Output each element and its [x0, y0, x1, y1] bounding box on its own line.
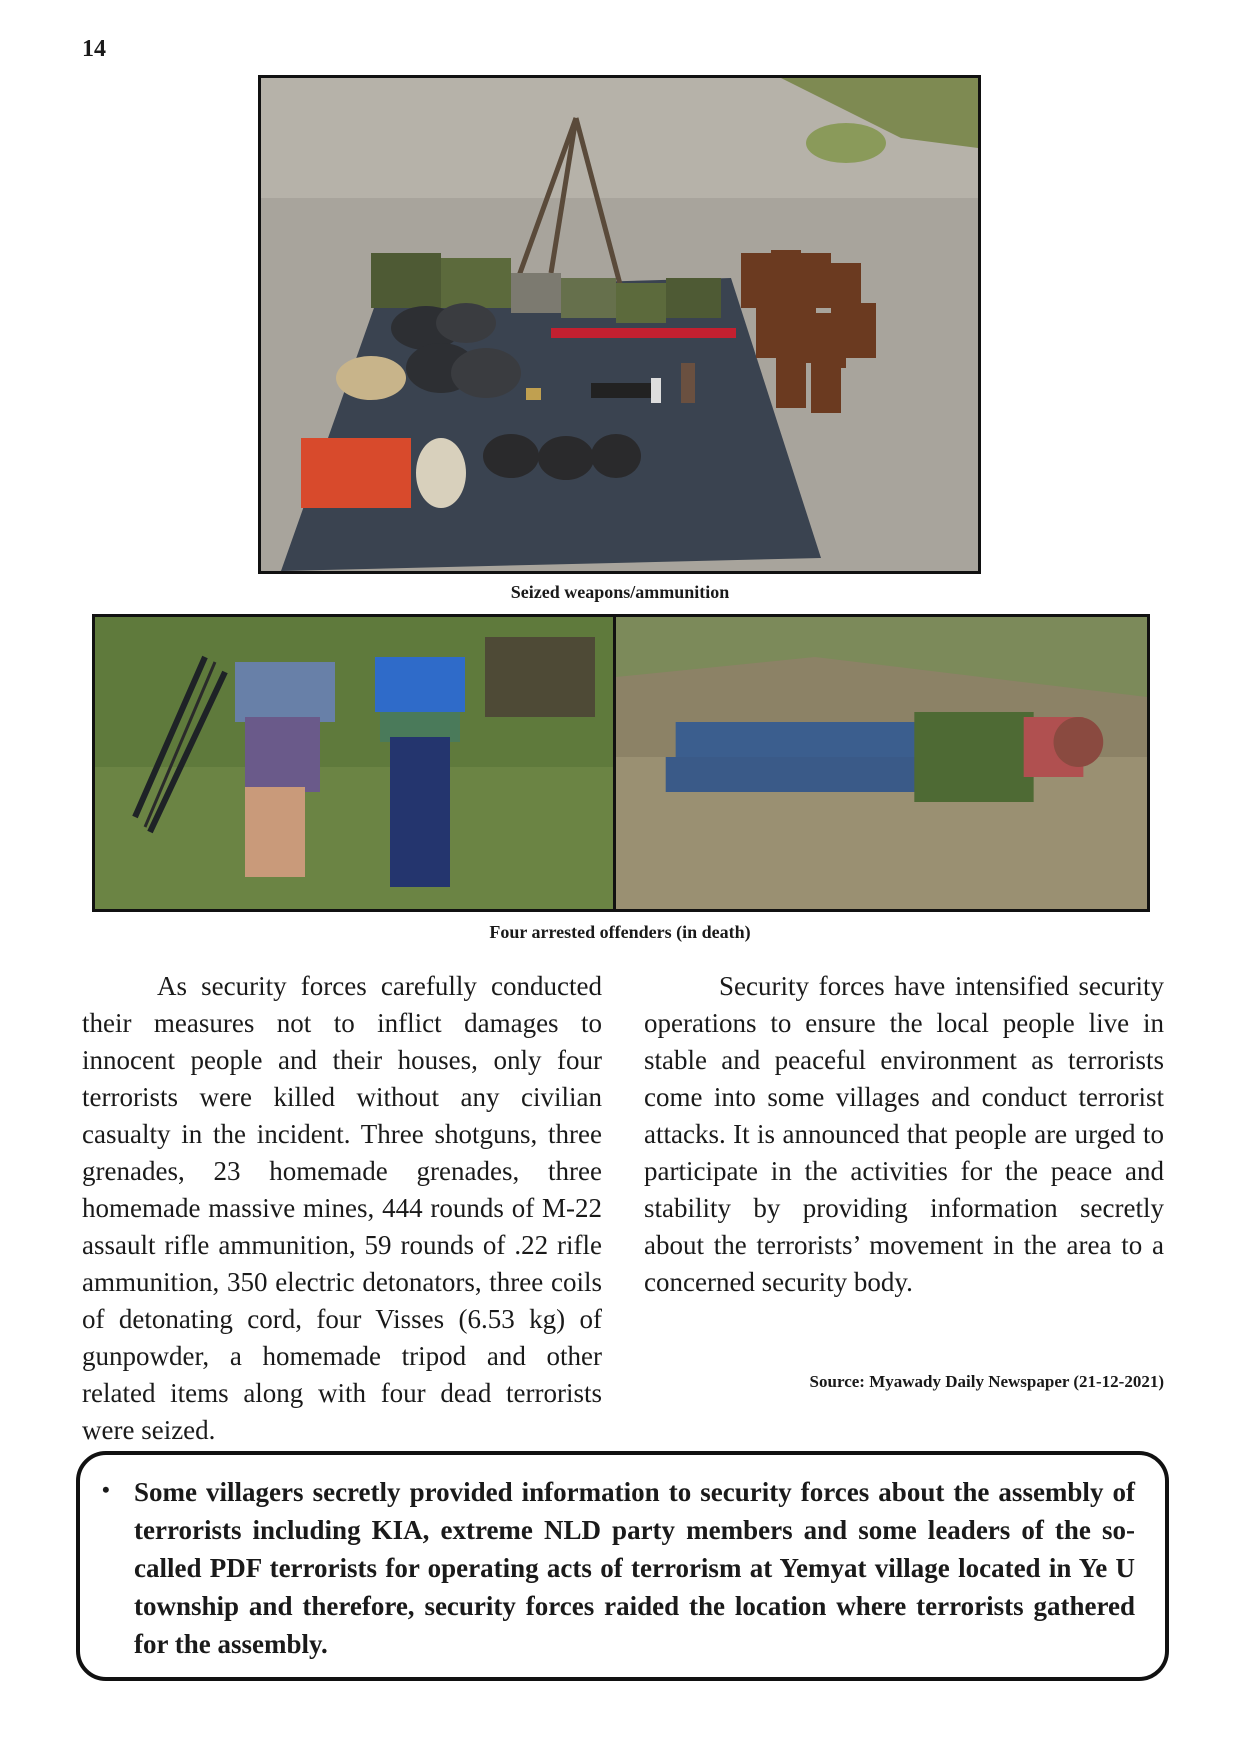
- callout-text: Some villagers secretly provided information to security forces about the assembly of terrorists including KIA, extreme NLD party members and some leaders of the so-called PDF terrorists for operating acts of terrorism at Yemyat village located in Ye U township and therefore, security forces raided the location where terrorists gathered for the assembly.: [134, 1477, 1135, 1659]
- source-credit: Source: Myawady Daily Newspaper (21-12-2021): [809, 1372, 1164, 1391]
- bullet-icon: •: [102, 1477, 110, 1502]
- article-paragraph-left: As security forces carefully conducted their measures not to inflict damages to innocent people and their houses, only four terrorists were killed without any civilian casualty in the incident. Three shotguns, three grenades, 23 homemade grenades, three homemade massive mines, 444 rounds of M-22 assault rifle ammunition, 59 rounds of .22 rifle ammunition, 350 electric detonators, three coils of detonating cord, four Visses (6.53 kg) of gunpowder, a homemade tripod and other related items along with four dead terrorists were seized.: [82, 971, 602, 1445]
- seized-weapons-caption: Seized weapons/ammunition: [510, 582, 730, 602]
- offenders-caption: Four arrested offenders (in death): [489, 922, 751, 942]
- article-left-column: [82, 968, 602, 1449]
- offenders-photo-pair: [92, 614, 1150, 912]
- offenders-photo-left: [95, 617, 616, 909]
- article-paragraph-right: Security forces have intensified security operations to ensure the local people live in stable and peaceful environment as terrorists come into some villages and conduct terrorist attacks. It is announced that people are urged to participate in the activities for the peace and stability by providing information secretly about the terrorists’ movement in the area to a concerned security body.: [644, 971, 1164, 1297]
- article-right-column: [644, 968, 1164, 1301]
- seized-weapons-photo: [258, 75, 981, 574]
- callout-box: [76, 1451, 1169, 1681]
- offenders-photo-right: [616, 617, 1147, 909]
- page-number: 14: [82, 36, 106, 62]
